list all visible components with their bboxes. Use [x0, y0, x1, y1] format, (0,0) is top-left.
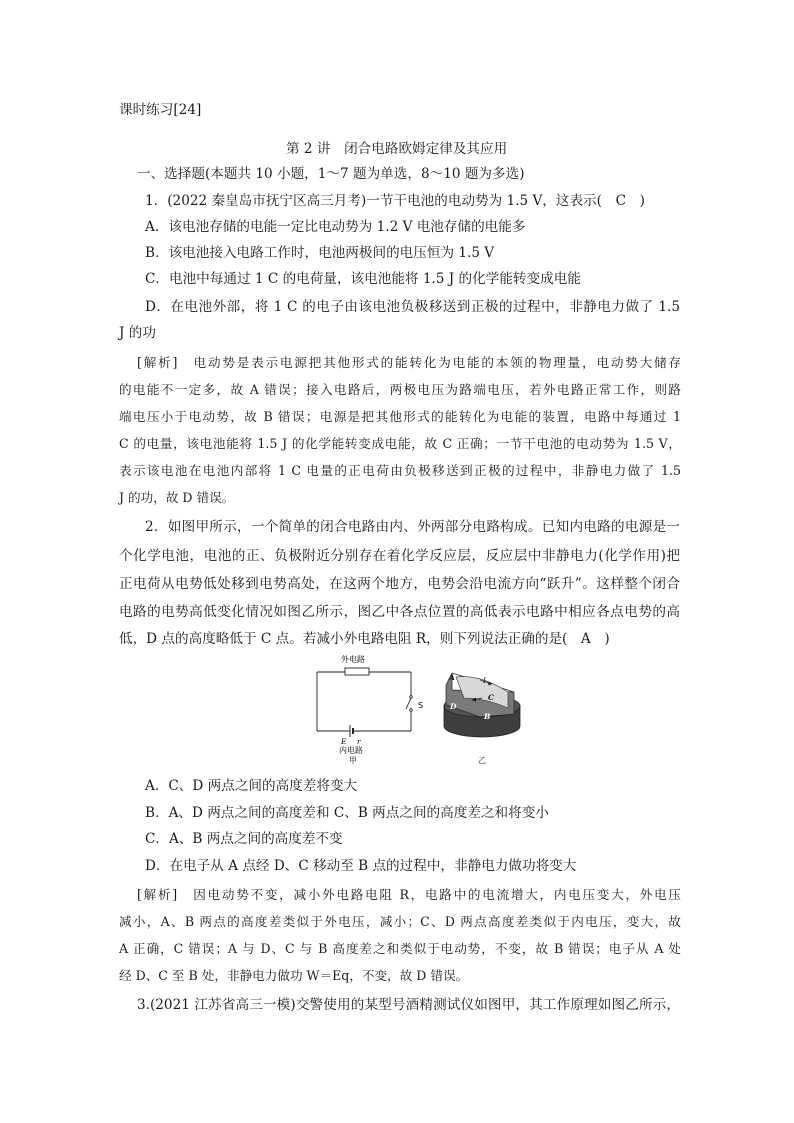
- q1-option-a: A．该电池存储的电能一定比电动势为 1.2 V 电池存储的电能多: [145, 219, 526, 235]
- switch-label: S: [418, 701, 424, 710]
- external-circuit-label: 外电路: [341, 655, 365, 664]
- q1-option-b: B．该电池接入电路工作时，电池两极间的电压恒为 1.5 V: [145, 245, 495, 261]
- q1-analysis-line: C 的电量，该电池能将 1.5 J 的化学能转变成电能，故 C 正确；一节干电池的电动势为 1.5 V，: [119, 436, 681, 451]
- q2-analysis-line: 减小，A、B 两点的高度差类似于外电压，减小；C、D 两点高度差类似于内电压，变大，故: [119, 914, 681, 929]
- q2-option-c: C．A、B 两点之间的高度差不变: [145, 831, 343, 847]
- q1-analysis-line: 的电能不一定多，故 A 错误；接入电路后，两极电压为路端电压，若外电路正常工作，则路: [119, 382, 681, 397]
- q2-analysis-line: [解析] 因电动势不变，减小外电路电阻 R，电路中的电流增大，内电压变大，外电压: [137, 887, 681, 902]
- q2-analysis-line: 经 D、C 至 B 处，非静电力做功 W＝Eq，不变，故 D 错误。: [119, 968, 469, 983]
- point-b-label: B: [484, 712, 491, 721]
- exercise-header: 课时练习[24]: [119, 102, 202, 118]
- circuit-diagram: [305, 652, 435, 767]
- q1-stem: 1．(2022 秦皇岛市抚宁区高三月考)一节干电池的电动势为 1.5 V，这表示( C ): [145, 193, 645, 209]
- q2-analysis-line: A 正确，C 错误；A 与 D、C 与 B 高度差之和类似于电动势，不变，故 B 错误；电子从 A 处: [119, 941, 681, 956]
- lesson-title: 第 2 讲 闭合电路欧姆定律及其应用: [286, 141, 508, 157]
- external-resistor: [345, 668, 369, 675]
- q2-option-b: B．A、D 两点之间的高度差和 C、B 两点之间的高度差之和将变小: [145, 805, 549, 821]
- q2-option-a: A．C、D 两点之间的高度差将变大: [145, 778, 358, 794]
- q2-option-d: D．在电子从 A 点经 D、C 移动至 B 点的过程中，非静电力做功将变大: [145, 858, 577, 874]
- q2-stem-line: 低，D 点的高度略低于 C 点。若减小外电路电阻 R，则下列说法正确的是( A ): [119, 631, 610, 647]
- switch-blade: [406, 698, 411, 709]
- q2-stem-line: 2．如图甲所示，一个简单的闭合电路由内、外两部分电路构成。已知内电路的电源是一: [145, 519, 680, 535]
- q1-option-c: C．电池中每通过 1 C 的电荷量，该电池能将 1.5 J 的化学能转变成电能: [145, 271, 581, 287]
- internal-resistance-label: r: [357, 737, 361, 746]
- q2-stem-line: 电路的电势高低变化情况如图乙所示，图乙中各点位置的高低表示电路中相应各点电势的高: [119, 604, 680, 620]
- q1-option-d-line1: D．在电池外部，将 1 C 的电子由该电池负极移送到正极的过程中，非静电力做了 1.5: [145, 299, 680, 315]
- q1-option-d-line2: J 的功: [119, 325, 156, 341]
- q2-stem-line: 个化学电池，电池的正、负极附近分别存在着化学反应层，反应层中非静电力(化学作用)把: [119, 548, 680, 564]
- potential-model-diagram: [440, 668, 530, 768]
- switch-contact: [410, 696, 413, 699]
- q1-analysis-line: J 的功，故 D 错误。: [119, 490, 235, 505]
- point-d-label: D: [450, 702, 457, 711]
- point-a-label: A: [449, 673, 455, 682]
- figure-caption-jia: 甲: [349, 756, 357, 765]
- switch-contact: [410, 709, 413, 712]
- current-label: I: [483, 676, 486, 685]
- q1-analysis-line: 表示该电池在电池内部将 1 C 电量的正电荷由负极移送到正极的过程中，非静电力做了 1.5: [119, 463, 681, 478]
- q1-analysis-line: [解析] 电动势是表示电源把其他形式的能转化为电能的本领的物理量，电动势大储存: [137, 355, 681, 370]
- q1-analysis-line: 端电压小于电动势，故 B 错误；电源是把其他形式的能转化为电能的装置，电路中每通过 1: [119, 409, 681, 424]
- internal-circuit-label: 内电路: [339, 746, 363, 755]
- section-heading: 一、选择题(本题共 10 小题，1～7 题为单选，8～10 题为多选): [137, 166, 525, 182]
- q2-stem-line: 正电荷从电势低处移到电势高处，在这两个地方，电势会沿电流方向“跃升”。这样整个闭合: [119, 576, 680, 592]
- figure-caption-yi: 乙: [478, 756, 486, 765]
- q3-stem: 3.(2021 江苏省高三一模)交警使用的某型号酒精测试仪如图甲，其工作原理如图乙所示，: [137, 997, 680, 1013]
- emf-label: E: [341, 737, 347, 746]
- point-c-label: C: [488, 693, 494, 702]
